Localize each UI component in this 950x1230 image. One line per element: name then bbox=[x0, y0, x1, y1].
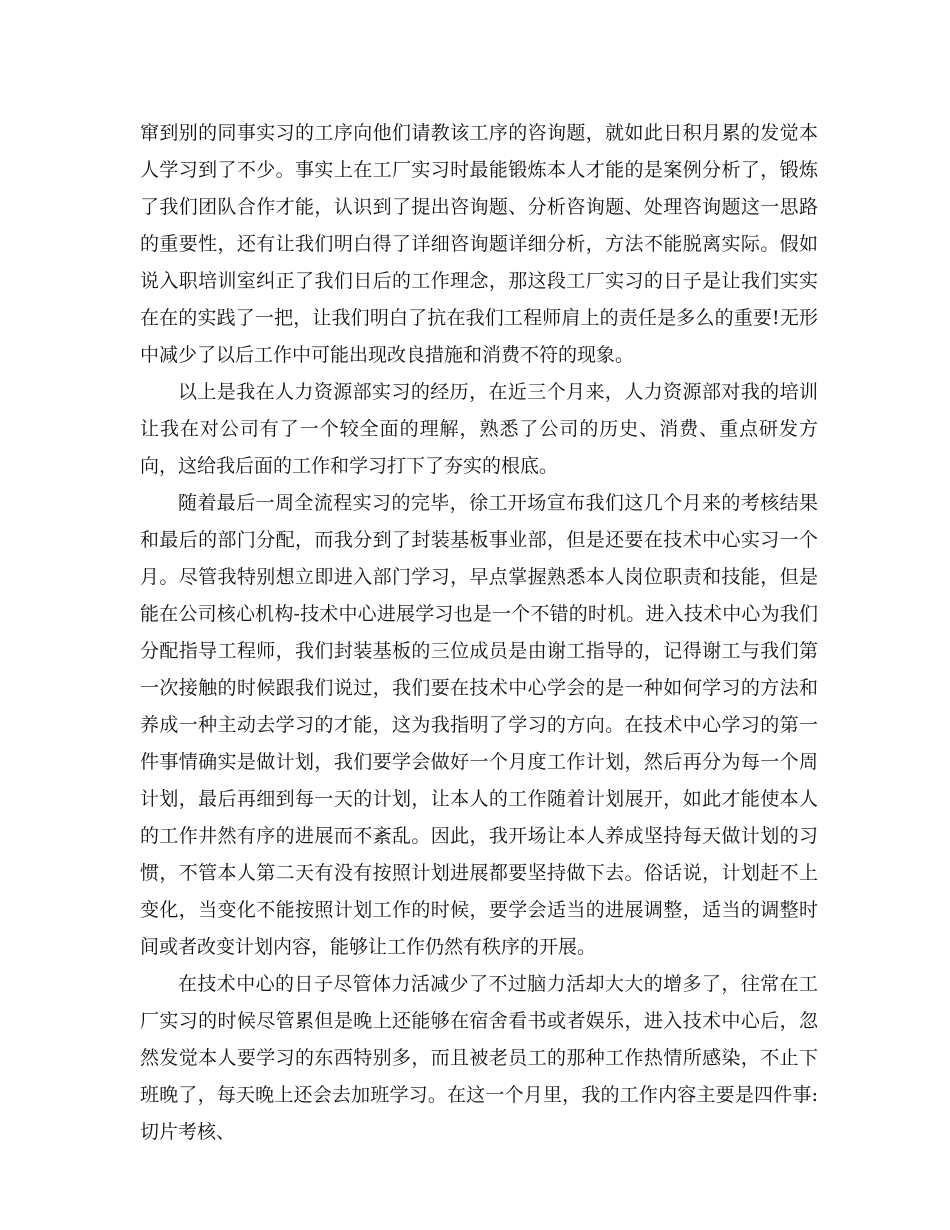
paragraph-tech-center-work: 在技术中心的日子尽管体力活减少了不过脑力活却大大的增多了，往常在工厂实习的时候尽管累但是晚上还能够在宿舍看书或者娱乐，进入技术中心后，忽然发觉本人要学习的东西特别多，而且被老员工的那种工作热情所感染，不止下班晚了，每天晚上还会去加班学习。在这一个月里，我的工作内容主要是四件事:切片考核、 bbox=[140, 973, 818, 1143]
paragraph-continued: 窜到别的同事实习的工序向他们请教该工序的咨询题，就如此日积月累的发觉本人学习到了不少。事实上在工厂实习时最能锻炼本人才能的是案例分析了，锻炼了我们团队合作才能，认识到了提出咨询题、分析咨询题、处理咨询题这一思路的重要性，还有让我们明白得了详细咨询题详细分析，方法不能脱离实际。假如说入职培训室纠正了我们日后的工作理念，那这段工厂实习的日子是让我们实实在在的实践了一把，让我们明白了抗在我们工程师肩上的责任是多么的重要!无形中减少了以后工作中可能出现改良措施和消费不符的现象。 bbox=[140, 122, 818, 366]
paragraph-hr-internship: 以上是我在人力资源部实习的经历，在近三个月来，人力资源部对我的培训让我在对公司有了一个较全面的理解，熟悉了公司的历史、消费、重点研发方向，这给我后面的工作和学习打下了夯实的根底。 bbox=[140, 381, 818, 477]
paragraph-tech-center-assignment: 随着最后一周全流程实习的完毕，徐工开场宣布我们这几个月来的考核结果和最后的部门分配，而我分到了封装基板事业部，但是还要在技术中心实习一个月。尽管我特别想立即进入部门学习，早点掌握熟悉本人岗位职责和技能，但是能在公司核心机构-技术中心进展学习也是一个不错的时机。进入技术中心为我们分配指导工程师，我们封装基板的三位成员是由谢工指导的，记得谢工与我们第一次接触的时候跟我们说过，我们要在技术中心学会的是一种如何学习的方法和养成一种主动去学习的才能，这为我指明了学习的方向。在技术中心学习的第一件事情确实是做计划，我们要学会做好一个月度工作计划，然后再分为每一个周计划，最后再细到每一天的计划，让本人的工作随着计划展开，如此才能使本人的工作井然有序的进展而不紊乱。因此，我开场让本人养成坚持每天做计划的习惯，不管本人第二天有没有按照计划进展都要坚持做下去。俗话说，计划赶不上变化，当变化不能按照计划工作的时候，要学会适当的进展调整，适当的调整时间或者改变计划内容，能够让工作仍然有秩序的开展。 bbox=[140, 492, 818, 958]
document-body bbox=[140, 115, 818, 1151]
